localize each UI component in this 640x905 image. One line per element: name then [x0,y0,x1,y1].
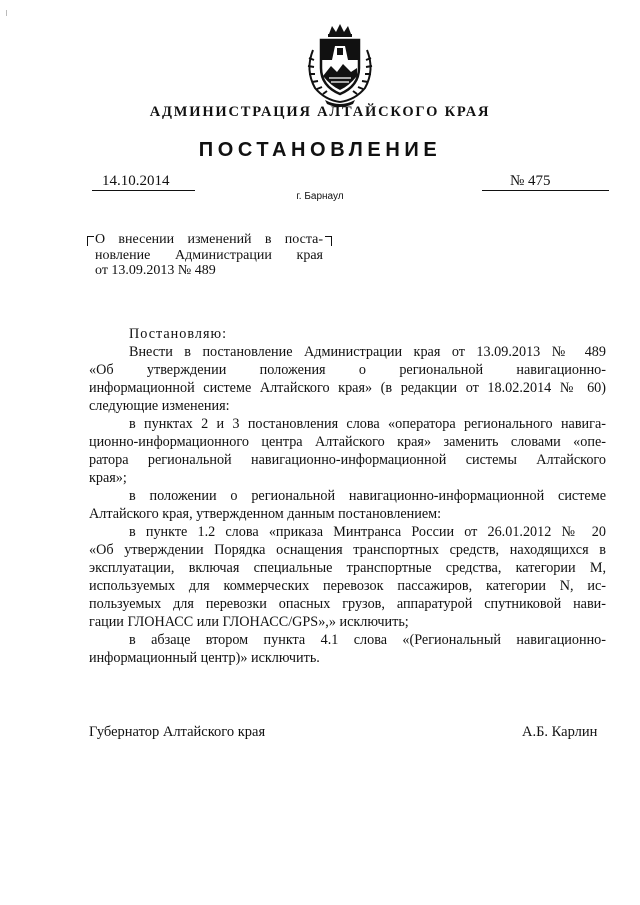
body-line: в положении о региональной навигационно-информационной системе [129,488,606,504]
document-subject [95,232,323,279]
body-line: ратора региональной навигационно-информационной системы Алтайского [89,452,606,468]
subject-line: от 13.09.2013 № 489 [95,263,216,278]
body-line: Постановляю: [129,326,228,342]
body-line: края»; [89,470,127,486]
subject-bracket-right [325,236,332,246]
body-line: используемых для коммерческих перевозок пассажиров, категории N, ис- [89,578,606,594]
body-line: в абзаце втором пункта 4.1 слова «(Региональный навигационно- [129,632,606,648]
subject-line: новление Администрации края [95,247,323,263]
body-line: в пункте 1.2 слова «приказа Минтранса России от 26.01.2012 № 20 [129,524,606,540]
signatory-title: Губернатор Алтайского края [89,724,266,740]
body-line: «Об утверждении Порядка оснащения транспортных средств, находящихся в [89,542,606,558]
body-line: Алтайского края, утвержденном данным постановлением: [89,506,442,522]
body-line: ционно-информационного центра Алтайского края» заменить словами «опе- [89,434,606,450]
document-city: г. Барнаул [296,191,344,202]
body-line: информационной системе Алтайского края» (в редакции от 18.02.2014 № 60) [89,380,606,396]
body-line: информационный центр)» исключить. [89,650,320,666]
body-line: пользуемых для перевозки опасных грузов, аппаратурой спутниковой нави- [89,596,606,612]
document-body [89,325,606,667]
body-line: эксплуатации, включая специальные транспортные средства, категории М, [89,560,606,576]
document-date: 14.10.2014 [102,173,170,189]
signatory-name: А.Б. Карлин [522,724,598,740]
document-number: № 475 [510,173,551,189]
body-line: в пунктах 2 и 3 постановления слова «оператора регионального навига- [129,416,606,432]
document-type-heading: ПОСТАНОВЛЕНИЕ [198,139,442,161]
body-line: «Об утверждении положения о региональной навигационно- [89,362,606,378]
subject-line: О внесении изменений в поста- [95,232,323,247]
subject-bracket-left [87,236,94,246]
body-line: Внести в постановление Администрации края от 13.09.2013 № 489 [129,344,606,360]
body-line: гации ГЛОНАСС или ГЛОНАСС/GPS»,» исключить; [89,614,409,630]
body-line: следующие изменения: [89,398,230,414]
scan-mark [6,10,7,16]
organization-title: АДМИНИСТРАЦИЯ АЛТАЙСКОГО КРАЯ [149,104,491,120]
altai-krai-coat-of-arms-icon [299,20,381,108]
